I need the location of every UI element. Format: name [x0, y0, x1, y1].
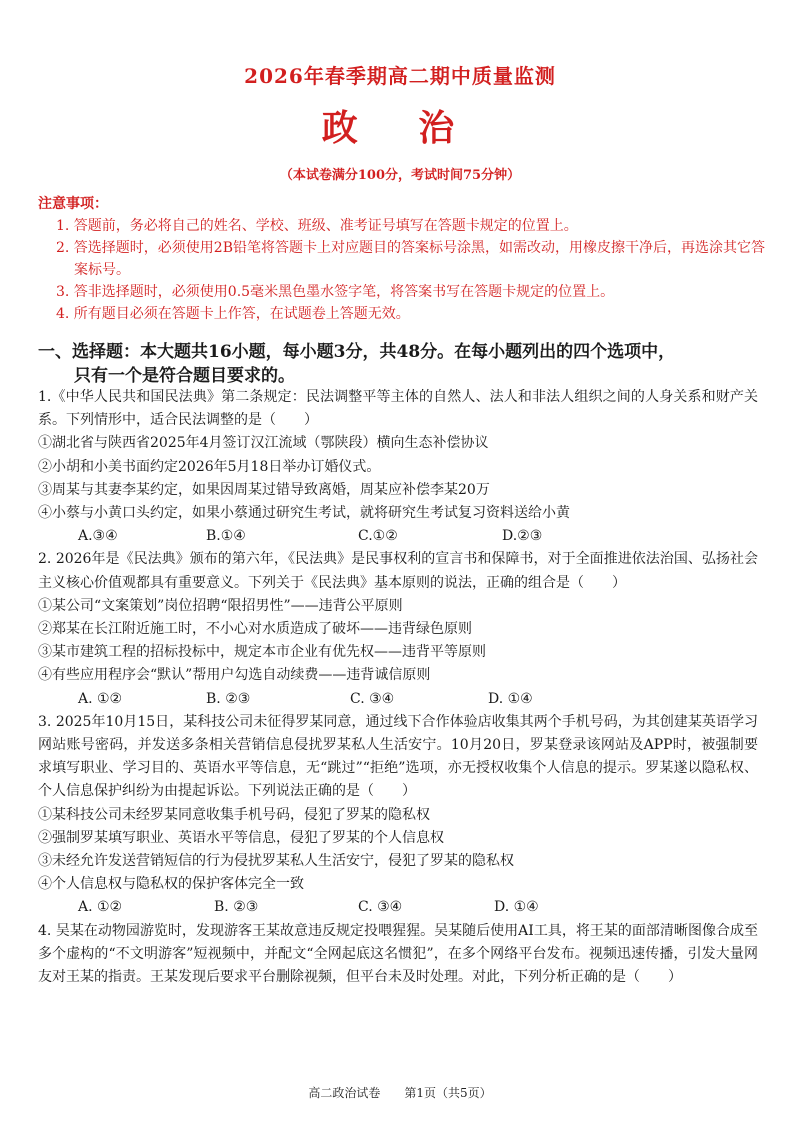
- question-option: ②郑某在长江附近施工时，不小心对水质造成了破坏——违背绿色原则: [38, 621, 472, 638]
- question-option: ④小蔡与小黄口头约定，如果小蔡通过研究生考试，就将研究生考试复习资料送给小黄: [38, 505, 570, 522]
- note-item: 2. 答选择题时，必须使用2B铅笔将答题卡上对应题目的答案标号涂黑，如需改动，用橡皮擦干净后，再选涂其它答案标号。: [56, 240, 765, 278]
- question-option: ①某公司“文案策划”岗位招聘“限招男性”——违背公平原则: [38, 597, 403, 614]
- note-item: 1. 答题前，务必将自己的姓名、学校、班级、准考证号填写在答题卡规定的位置上。: [56, 218, 578, 234]
- choice-a: A. ①②: [78, 899, 123, 916]
- choice-c: C. ③④: [358, 899, 403, 916]
- exam-title: 2026年春季期高二期中质量监测: [244, 64, 556, 88]
- question-option: ①某科技公司未经罗某同意收集手机号码，侵犯了罗某的隐私权: [38, 806, 430, 823]
- question-option: ③周某与其妻李某约定，如果因周某过错导致离婚，周某应补偿李某20万: [38, 481, 490, 498]
- page-footer: 高二政治试卷 第1页（共5页）: [308, 1086, 492, 1100]
- question-option: ②强制罗某填写职业、英语水平等信息，侵犯了罗某的个人信息权: [38, 829, 444, 846]
- note-item: 4. 所有题目必须在答题卡上作答，在试题卷上答题无效。: [56, 306, 410, 322]
- question-4: [38, 920, 758, 990]
- choice-c: C.①②: [358, 528, 398, 545]
- choice-a: A. ①②: [78, 690, 123, 707]
- question-stem: 4. 吴某在动物园游览时，发现游客王某故意违反规定投喂猩猩。吴某随后使用AI工具，将王某的面部清晰图像合成至多个虚构的“不文明游客”短视频中，并配文“全网起底这名惯犯”，在多个网络平台发布。视频迅速传播，引发大量网友对王某的指责。王某发现后要求平台删除视频，但平台未及时处理。对此，下列分析正确的是（ ）: [38, 922, 758, 986]
- choice-d: D. ①④: [488, 690, 533, 707]
- choice-b: B. ②③: [214, 899, 259, 916]
- choice-d: D. ①④: [494, 899, 539, 916]
- question-option: ①湖北省与陕西省2025年4月签订汉江流域（鄂陕段）横向生态补偿协议: [38, 435, 489, 452]
- choice-d: D.②③: [502, 528, 543, 545]
- answer-choices: [38, 896, 758, 919]
- question-1: [38, 386, 758, 548]
- notes-heading: 注意事项：: [38, 196, 108, 212]
- question-stem: 2. 2026年是《民法典》颁布的第六年，《民法典》是民事权利的宣言书和保障书，对于全面推进依法治国、弘扬社会主义核心价值观都具有重要意义。下列关于《民法典》基本原则的说法，正确的组合是（ ）: [38, 551, 758, 591]
- question-option: ②小胡和小美书面约定2026年5月18日举办订婚仪式。: [38, 458, 381, 475]
- answer-choices: [38, 688, 758, 711]
- question-2: [38, 548, 758, 710]
- choice-b: B.①④: [206, 528, 246, 545]
- subject-title: 政 治: [321, 107, 479, 149]
- question-option: ③某市建筑工程的招标投标中，规定本市企业有优先权——违背平等原则: [38, 644, 486, 661]
- question-option: ④个人信息权与隐私权的保护客体完全一致: [38, 876, 304, 893]
- question-3: [38, 711, 758, 920]
- choice-b: B. ②③: [206, 690, 251, 707]
- questions: [38, 386, 758, 989]
- notes-block: [38, 193, 768, 325]
- section-heading-line1: 一、选择题：本大题共16小题，每小题3分，共48分。在每小题列出的四个选项中，: [38, 342, 676, 362]
- answer-choices: [38, 525, 758, 548]
- section-heading-line2: 只有一个是符合题目要求的。: [74, 366, 295, 386]
- exam-meta: （本试卷满分100分，考试时间75分钟）: [279, 168, 521, 183]
- question-stem: 1.《中华人民共和国民法典》第二条规定：民法调整平等主体的自然人、法人和非法人组织之间的人身关系和财产关系。下列情形中，适合民法调整的是（ ）: [38, 389, 758, 429]
- question-stem: 3. 2025年10月15日，某科技公司未征得罗某同意，通过线下合作体验店收集其两个手机号码，为其创建某英语学习网站账号密码，并发送多条相关营销信息侵扰罗某私人生活安宁。10月20日，罗某登录该网站及APP时，被强制要求填写职业、学习目的、英语水平等信息，无“跳过”“拒绝”选项，亦无授权收集个人信息的提示。罗某遂以隐私权、个人信息保护纠纷为由提起诉讼。下列说法正确的是（ ）: [38, 713, 758, 800]
- choice-c: C. ③④: [350, 690, 395, 707]
- section-heading: [38, 340, 768, 388]
- note-item: 3. 答非选择题时，必须使用0.5毫米黑色墨水签字笔，将答案书写在答题卡规定的位置上。: [56, 284, 615, 300]
- question-option: ④有些应用程序会“默认”帮用户勾选自动续费——违背诚信原则: [38, 667, 431, 684]
- question-option: ③未经允许发送营销短信的行为侵扰罗某私人生活安宁，侵犯了罗某的隐私权: [38, 853, 514, 870]
- choice-a: A.③④: [78, 528, 118, 545]
